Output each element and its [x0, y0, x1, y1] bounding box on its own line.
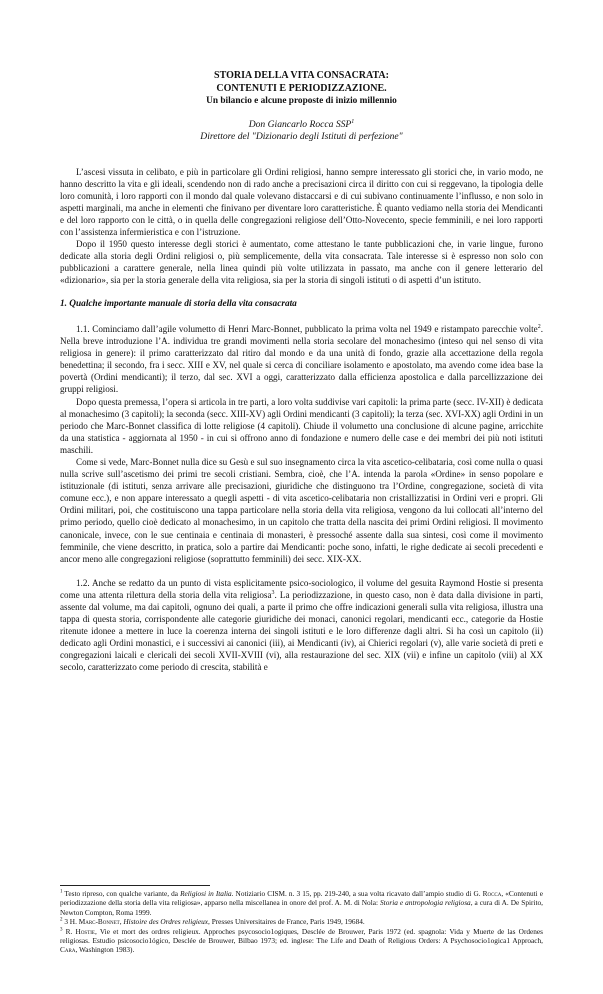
footnote-text: R. — [62, 926, 76, 936]
footnote-divider — [60, 885, 210, 886]
footnote-publisher: Cara — [60, 945, 76, 955]
footnote-title: Storia e antropologia religiosa — [380, 898, 471, 908]
section-paragraph-2: Dopo questa premessa, l’opera si articola in tre parti, a loro volta suddivise vari capitoli: la prima parte (secc. IV-XII) è dedicata al monachesimo (3 capitoli); la seconda (secc. XIII-XV) agli Ordini mendicanti (3 capitoli); la terza (sec. XVI-XX) agli Ordini in un periodo che Marc-Bonnet classifica di lotte religiose (4 capitoli). Chiude il volumetto una conclusione di alcune pagine, arricchite da una statistica - aggiornata al 1950 - in cui si offrono anno di fondazione e numero delle case e dei membri dei più noti istituti maschili. — [60, 396, 543, 455]
footnote-text: , — [119, 917, 124, 927]
footnote-title: Religiosi in Italia — [180, 889, 232, 898]
footnote-ref-2: 2 — [537, 323, 541, 330]
footnote-author: Marc-Bonnet — [78, 917, 120, 927]
title-block — [60, 70, 543, 108]
intro-paragraph-2: Dopo il 1950 questo interesse degli storici è aumentato, come attestano le tante pubblicazioni che, in varie lingue, furono dedicate alla storia degli Ordini religiosi o, più semplicemente, della vita consacrata. Tale interesse si è espresso non solo con pubblicazioni a carattere generale, nella linea quindi più volte utilizzata in passato, ma anche con il genere letterario del «dizionario», sia per la storia generale della vita religiosa, sia per la storia di singoli istituti o di aspetti d’un istituto. — [60, 239, 543, 286]
section-heading: 1. Qualche importante manuale di storia della vita consacrata — [60, 299, 297, 310]
footnote-ref-3: 3 — [271, 589, 275, 596]
footnote-number: 3 — [60, 927, 63, 933]
footnote-number: 2 — [60, 917, 63, 923]
footnotes — [60, 889, 543, 955]
title-line-2: CONTENUTI E PERIODIZZAZIONE. — [216, 82, 387, 94]
footnote-text: . Notiziario CISM. n. 3 15, pp. 219-240, a sua volta ricavato dall’ampio studio di G. — [231, 889, 483, 898]
paragraph-text: . Nella breve introduzione l’A. individua tre grandi movimenti nella storia secolare del monachesimo (inteso qui nel senso di vita religiosa in genere): il primo caratterizzato dal ritiro dal mondo e da una unità di fondo, grazie alla accettazione della regola benedettina; il secondo, fra i secc. XIII e XV, nel quale si cerca di conciliare isolamento e apostolato, ma avendo come idea base la povertà (Ordini mendicanti); il terzo, dal sec. XVI a oggi, caratterizzato dalla efficienza apostolica e dalla parcellizzazione dei gruppi religiosi. — [60, 323, 543, 395]
intro-paragraph-1: L’ascesi vissuta in celibato, e più in particolare gli Ordini religiosi, hanno sempre interessato gli storici che, in vario modo, ne hanno descritto la vita e gli ideali, scendendo non di rado anche a precisazioni circa il diritto con cui si reggevano, la tipologia delle loro comunità, i loro rapporti con il mondo dal quale volevano distaccarsi e di cui subivano continuamente l’influsso, e non solo in aspetti marginali, ma anche in elementi che finivano per diventare loro caratteristiche. È quanto vediamo nella storia dei Mendicanti e del loro rapporto con le città, o in quella delle congregazioni religiose dell’Otto-Novecento, specie femminili, e nei loro rapporti con l’assistenza infermieristica e con l’istruzione. — [60, 166, 543, 237]
section-paragraph-3: Come si vede, Marc-Bonnet nulla dice su Gesù e sul suo insegnamento circa la vita ascetico-celibataria, così come nulla o quasi nulla scrive sull’ascetismo dei primi tre secoli cristiani. Sembra, cioè, che l’A. intenda la parola «Ordine» in senso popolare e istituzionale (di istituti, senza arrivare alle precisazioni, giuridiche che distinguono tra l’Ordine, congregazione, società di vita comune ecc.), e non appare interessato a quegli aspetti - di vita ascetico-celibataria non cristallizzatisi in Ordini veri e propri. Gli Ordini militari, poi, che costituiscono una tappa particolare nella storia della vita religiosa, vengono da lui collocati all’interno del primo periodo, quello cioè dedicato al monachesimo, in un capitolo che tratta della nascita dei primi Ordini religiosi. Il movimento canonicale, invece, con le sue centinaia e centinaia di monasteri, è pressoché assente dalla sua sintesi, così come il movimento femminile, che viene descritto, in pratica, solo a partire dai Mendicanti: poche sono, infatti, le righe dedicate ai secoli precedenti e ancor meno alle congregazioni religiose (soprattutto femminili) dei secc. XIX-XX. — [60, 456, 543, 564]
footnote-text: , a cura di A. De Spirito, Newton Compton, Roma 1999. — [60, 898, 543, 917]
footnote-2 — [60, 917, 543, 926]
footnote-text: , Presses Universitaires de France, Paris 1949, 19684. — [208, 917, 365, 927]
footnote-ref-1: 1 — [351, 118, 355, 125]
footnote-1 — [60, 889, 543, 917]
footnote-author: Hostie — [75, 926, 95, 936]
footnote-text: , «Contenuti e periodizzazione della storia della vita religiosa», apparso nella miscellanea in onore del prof. A. M. di Nola: — [60, 889, 544, 908]
footnote-3 — [60, 927, 543, 955]
footnote-text: , Washington 1983). — [75, 945, 135, 955]
section-paragraph-4 — [60, 577, 543, 674]
paragraph-text: 1.2. Anche se redatto da un punto di vista esplicitamente psico-sociologico, il volume del gesuita Raymond Hostie si presenta come una attenta rilettura della storia della vita religiosa — [60, 577, 543, 600]
section-paragraph-1 — [60, 323, 543, 396]
author-block — [60, 119, 543, 144]
footnote-text: , Vie et mort des ordres religieux. Approches psycosocio1ogiques, Desclée de Brouwer, Paris 1972 (ed. spagnola: Vida y Muerte de las Ordenes religiosas. Estudio psicosocio1ógico, Desclée de Brouwer, Bilbao 1973; ed. inglese: The Life and Death of Religious Orders: A Psychosocio1ogica1 Approach, — [60, 926, 543, 946]
author-name: Don Giancarlo Rocca SSP — [248, 118, 352, 130]
subtitle: Un bilancio e alcune proposte di inizio millennio — [206, 96, 397, 106]
footnote-text: Testo ripreso, con qualche variante, da — [62, 889, 181, 898]
affiliation: Direttore del "Dizionario degli Istituti di perfezione" — [200, 131, 403, 142]
footnote-title: Histoire des Ordres religieux — [123, 917, 209, 927]
paragraph-text: . La periodizzazione, in questo caso, non è data dalla divisione in parti, assente dal volume, ma dai capitoli, ognuno dei quali, a parte il primo che offre indicazioni generali sulla vita religiosa, illustra una tappa di questa storia, corrispondente alle categorie giuridiche dei monaci, canonici regolari, mendicanti ecc., categorie da Hostie ritenute idonee a mettere in luce la coerenza interna dei singoli istituti e le loro differenze dagli altri. Si ha così un capitolo (ii) dedicato agli Ordini monastici, e i successivi ai canonici (iii), ai Mendicanti (iv), ai Chierici regolari (v), alle varie società di preti e congregazioni laicali e clericali dei secoli XVII-XVIII (vi), alla restaurazione del sec. XIX (vii) e infine un capitolo (viii) al XX secolo, caratterizzato come periodo di crescita, stabilità e — [60, 589, 543, 673]
author-line — [60, 119, 543, 132]
footnote-author: Rocca — [482, 889, 502, 898]
footnote-text: 3 H. — [62, 917, 79, 927]
paragraph-text: 1.1. Cominciamo dall’agile volumetto di Henri Marc-Bonnet, pubblicato la prima volta nel 1949 e ristampato parecchie volte — [76, 323, 538, 334]
footnote-number: 1 — [60, 889, 63, 895]
title-line-1: STORIA DELLA VITA CONSACRATA: — [214, 70, 389, 81]
